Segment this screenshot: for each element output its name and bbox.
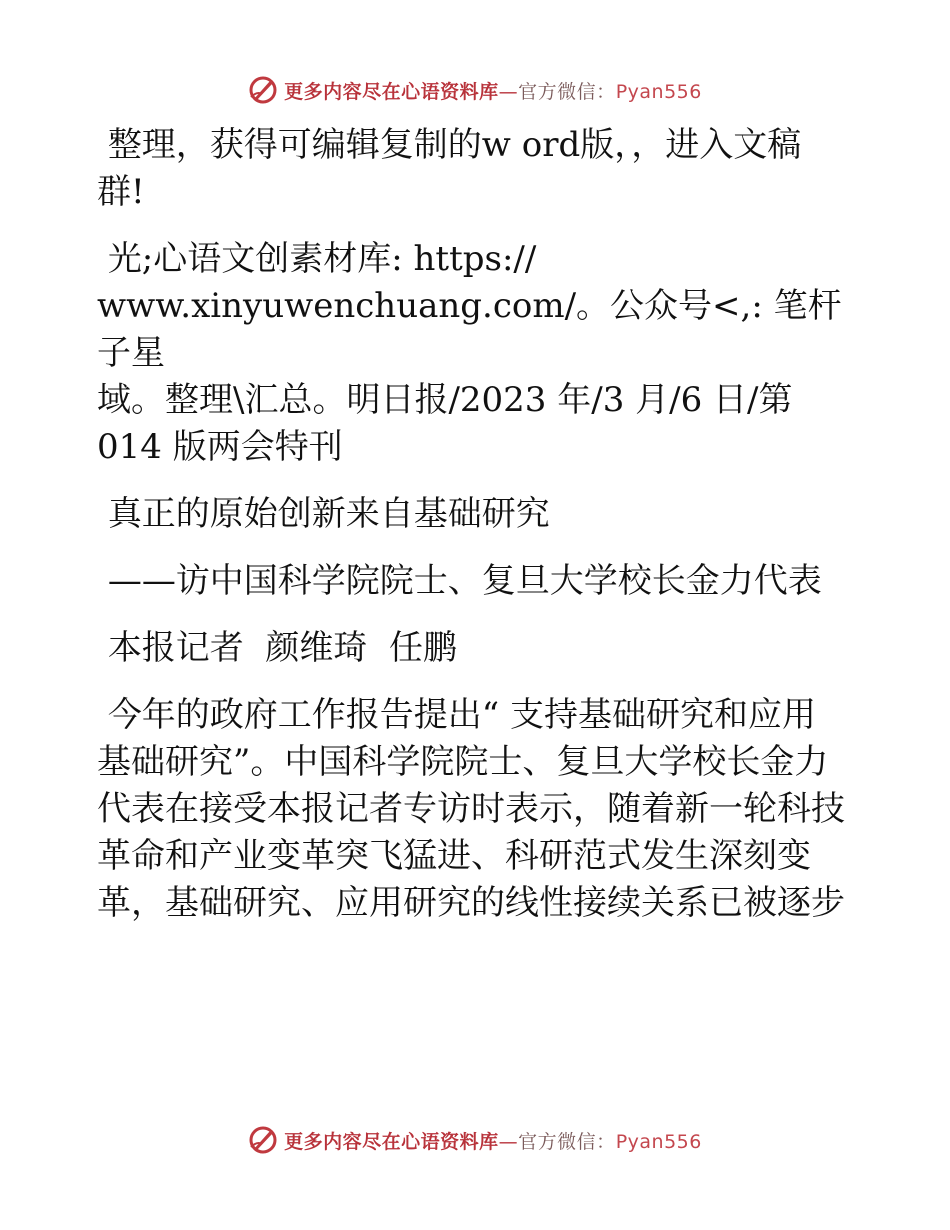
watermark-official: 官方微信： <box>518 1130 616 1153</box>
text-line: 群! <box>97 172 145 212</box>
article-subtitle: ——访中国科学院院士、复旦大学校长金力代表 <box>97 561 822 601</box>
text-line: 014 版两会特刊 <box>97 427 343 467</box>
text-line: 光;心语文创素材库: https:// <box>97 239 537 279</box>
text-line: 整理，获得可编辑复制的w ord版，，进入文稿 <box>97 125 802 165</box>
text-line: 基础研究”。中国科学院院士、复旦大学校长金力 <box>97 742 829 782</box>
watermark-account: Pyan556 <box>615 80 702 103</box>
text-line: 代表在接受本报记者专访时表示，随着新一轮科技 <box>97 789 845 829</box>
text-line: 今年的政府工作报告提出“ 支持基础研究和应用 <box>97 695 817 735</box>
paragraph-main <box>97 692 857 927</box>
quill-logo-icon <box>248 75 278 105</box>
watermark-dash: — <box>498 1130 519 1153</box>
document-body <box>97 122 857 927</box>
article-byline: 本报记者 颜维琦 任鹏 <box>97 628 458 668</box>
paragraph-source <box>97 236 857 471</box>
text-line: 革命和产业变革突飞猛进、科研范式发生深刻变 <box>97 836 811 876</box>
text-line: 域。整理\汇总。明日报/2023 年/3 月/6 日/第 <box>97 380 793 420</box>
footer-watermark <box>0 1120 950 1160</box>
watermark-text: 更多内容尽在心语资料库 <box>284 80 499 103</box>
header-watermark <box>0 70 950 110</box>
quill-logo-icon <box>248 1125 278 1155</box>
watermark-official: 官方微信： <box>518 80 616 103</box>
article-title: 真正的原始创新来自基础研究 <box>97 494 550 534</box>
watermark-account: Pyan556 <box>615 1130 702 1153</box>
text-line: www.xinyuwenchuang.com/。公众号<,: 笔杆子星 <box>97 286 842 373</box>
watermark-text: 更多内容尽在心语资料库 <box>284 1130 499 1153</box>
paragraph-intro <box>97 122 857 216</box>
watermark-dash: — <box>498 80 519 103</box>
text-line: 革，基础研究、应用研究的线性接续关系已被逐步 <box>97 883 845 923</box>
